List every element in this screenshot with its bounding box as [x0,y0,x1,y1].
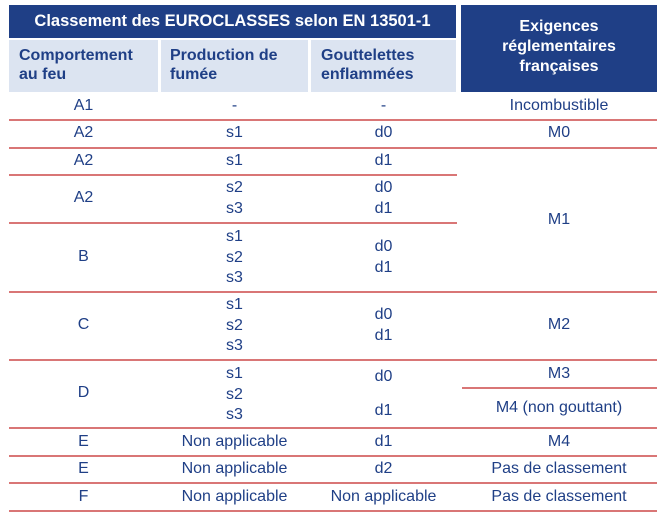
row-divider [9,119,657,121]
gouttes-value: d1 [374,199,393,217]
fumee-value: s2 [226,179,243,196]
row-divider [9,482,657,484]
cell-gouttes [311,237,456,278]
header-gouttelettes-line: Gouttelettes [321,47,415,64]
fumee-value: s3 [226,337,243,354]
row-divider [9,147,657,149]
row-divider [9,427,657,429]
header-gouttelettes-line: enflammées [321,66,414,83]
cell-exigence: Pas de classement [491,460,627,477]
cell-exigence: M4 (non gouttant) [495,399,623,416]
cell-exigence: Pas de classement [491,488,627,505]
fumee-value: s3 [226,199,243,217]
cell-fumee: Non applicable [181,460,288,477]
row-divider [9,174,457,176]
cell-comportement: E [78,460,89,477]
header-exigences-text [461,17,657,77]
fumee-value: s3 [226,269,243,286]
cell-fumee [161,178,308,219]
row-divider [9,359,657,361]
cell-fumee [161,227,308,289]
cell-gouttes: d1 [374,402,393,419]
cell-gouttes [311,305,456,346]
cell-fumee: - [231,97,238,114]
cell-comportement: C [77,316,90,333]
gouttes-value: d1 [374,258,393,276]
fumee-value: s1 [226,228,243,245]
cell-fumee: Non applicable [181,433,288,450]
cell-gouttes: - [380,97,387,114]
header-production-line: Production de [170,47,278,64]
fumee-value: s2 [226,248,243,266]
cell-comportement: A2 [73,189,94,206]
table-title: Classement des EUROCLASSES selon EN 13501-1 [34,12,431,30]
cell-fumee: s1 [226,124,243,141]
header-comportement-text [19,46,133,84]
cell-comportement: D [77,384,90,401]
cell-comportement: E [78,433,89,450]
header-gouttelettes-text [321,46,414,84]
header-exigences-line: françaises [519,58,599,75]
cell-comportement: A2 [73,124,94,141]
cell-comportement: B [78,248,89,265]
cell-exigence: M0 [547,124,571,141]
cell-gouttes: d0 [374,124,393,141]
cell-fumee: s1 [226,152,243,169]
gouttes-value: d0 [374,306,393,323]
header-exigences-line: réglementaires [502,38,616,55]
fumee-value: s1 [226,296,243,313]
fumee-value: s1 [226,365,243,382]
header-comportement-line: Comportement [19,47,133,64]
cell-exigence: M3 [547,365,571,382]
cell-fumee: Non applicable [181,488,288,505]
header-production-text [170,46,278,84]
cell-gouttes: d1 [374,433,393,450]
cell-exigence: M2 [547,316,571,333]
cell-comportement: A1 [73,97,94,114]
cell-gouttes: d0 [374,368,393,385]
gouttes-value: d0 [374,179,393,196]
row-divider [462,387,657,389]
cell-comportement: F [78,488,89,505]
fumee-value: s3 [226,406,243,423]
row-divider [9,455,657,457]
cell-fumee [161,295,308,357]
cell-gouttes [311,178,456,219]
fumee-value: s2 [226,316,243,334]
header-production-line: fumée [170,66,218,83]
cell-fumee [161,364,308,426]
fumee-value: s2 [226,385,243,403]
cell-gouttes: d1 [374,152,393,169]
header-exigences-line: Exigences [519,18,599,35]
row-divider [9,222,457,224]
gouttes-value: d0 [374,238,393,255]
cell-exigence: Incombustible [509,97,609,114]
cell-gouttes: d2 [374,460,393,477]
cell-exigence: M1 [547,211,571,228]
row-divider [9,510,657,512]
cell-exigence: M4 [547,433,571,450]
header-comportement-line: au feu [19,66,67,83]
gouttes-value: d1 [374,326,393,344]
row-divider [9,291,657,293]
cell-comportement: A2 [73,152,94,169]
cell-gouttes: Non applicable [330,488,437,505]
